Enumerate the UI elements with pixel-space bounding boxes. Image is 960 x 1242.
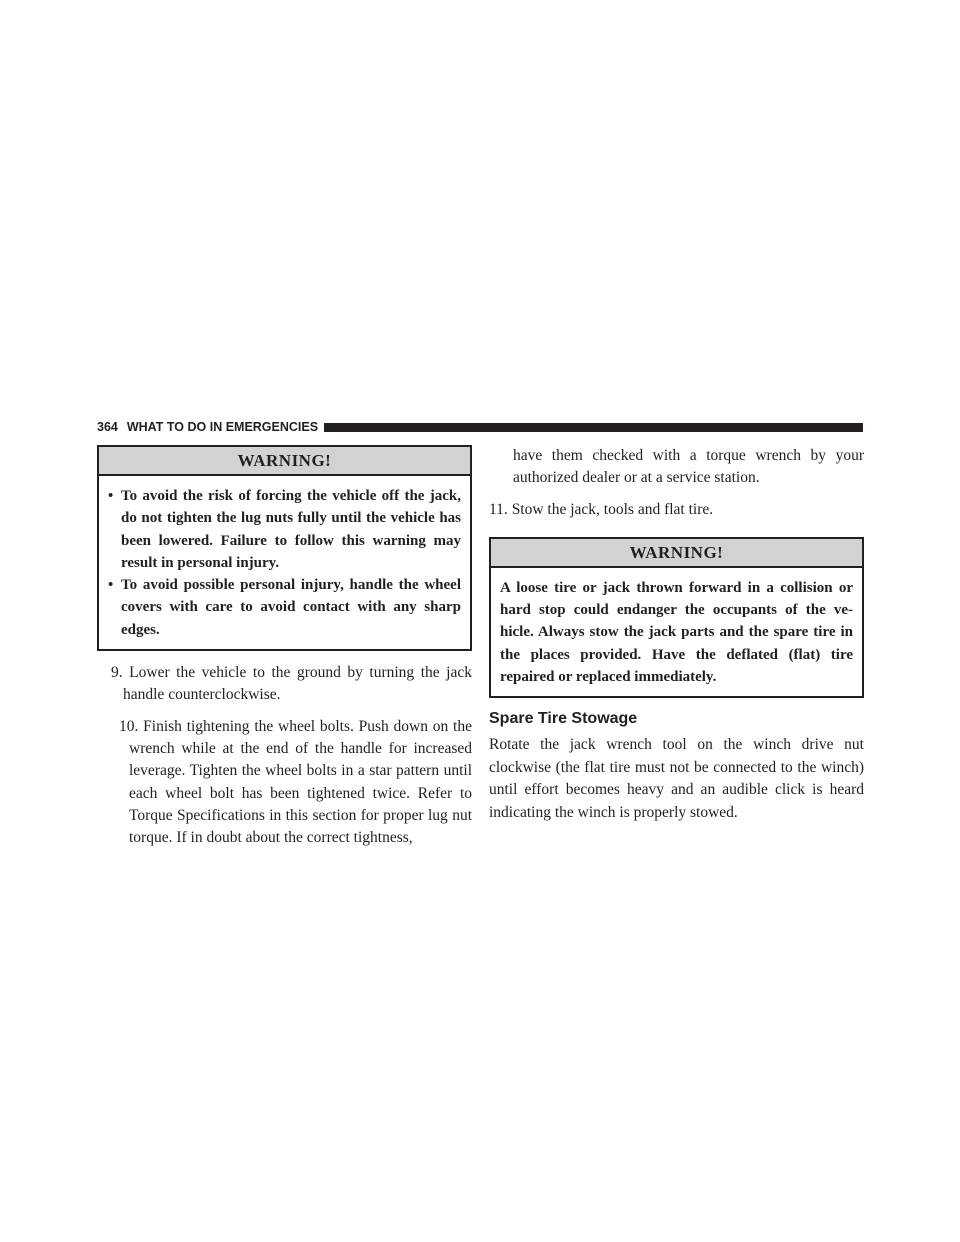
warning-bullet-item [108,485,461,574]
step-text: Stow the jack, tools and flat tire. [511,500,714,518]
warning-bullet-list [108,485,461,641]
warning-box-loose-tire [489,537,864,698]
step-text: Lower the vehicle to the ground by turning the jack handle counterclockwise. [123,664,472,704]
step-11 [489,499,864,521]
section-heading: Spare Tire Stowage [489,710,638,728]
step-10-continued: have them checked with a torque wrench by your authorized dealer or at a service station. [513,447,864,487]
warning-bullet-text: To avoid possible personal injury, handle the wheel covers with care to avoid contact with any sharp edges. [121,577,461,638]
warning-title: WARNING! [99,447,470,476]
section-title: WHAT TO DO IN EMERGENCIES [126,420,319,434]
step-9 [97,662,472,707]
page-number: 364 [97,420,118,434]
step-text: Finish tightening the wheel bolts. Push down on the wrench while at the end of the handle for increased leverage. Tighten the wheel bolts in a star pattern until each wheel bolt has been tightened twice. Refer to Torque Specifications in this section for proper lug nut torque. If in doubt about the correct tightness, [129,717,472,847]
warning-bullet-item [108,574,461,641]
step-number: 11. [489,500,508,518]
right-column [489,445,864,824]
warning-bullet-text: To avoid the risk of forcing the vehicle off the jack, do not tighten the lug nuts fully until the vehicle has been lowered. Failure to follow this warning may result in personal injury. [121,488,461,571]
header-rule [324,423,863,432]
bullet-icon: • [108,577,114,594]
step-number: 9. [111,664,123,682]
warning-title: WARNING! [491,539,862,568]
bullet-icon: • [108,488,114,504]
step-number: 10. [119,717,139,735]
body-paragraph: Rotate the jack wrench tool on the winch drive nut clockwise (the flat tire must not be connected to the winch) until effort becomes heavy and an audible click is heard indicating the winch is properly stowed. [489,736,864,821]
warning-box-jack [97,445,472,651]
warning-text: A loose tire or jack thrown forward in a collision or hard stop could endanger the occupants of the ve- hicle. Always stow the jack parts and the spare tire in the places provided. Have the deflated (flat) tire repaired or replaced immediately. [500,579,853,686]
warning-body [99,476,470,649]
warning-body [491,568,862,696]
left-column [97,445,472,849]
page-header [97,419,863,435]
step-10 [97,716,472,850]
